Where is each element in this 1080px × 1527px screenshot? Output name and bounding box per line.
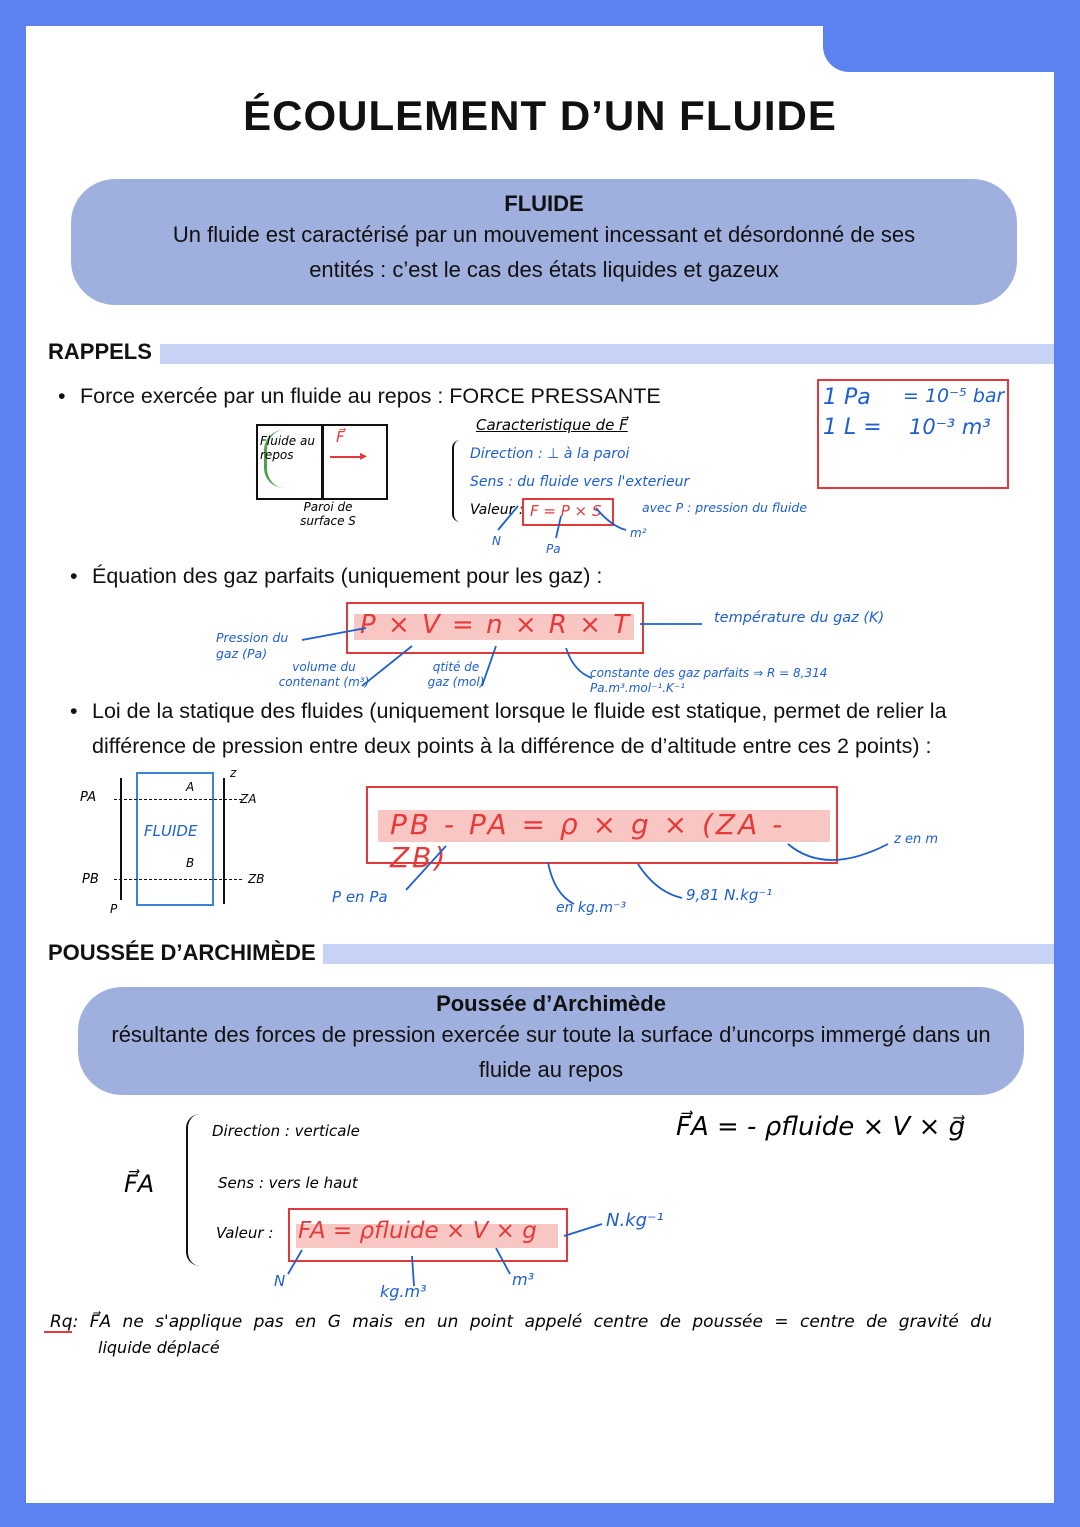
statics-b-label: B <box>186 856 195 870</box>
conv-l-left: 1 L = <box>823 415 882 440</box>
gas-temperature-label: température du gaz (K) <box>714 610 885 626</box>
conv-l-right: 10⁻³ m³ <box>909 415 991 439</box>
fluide-line2: entités : c’est le cas des états liquides et gazeux <box>309 257 779 282</box>
arrow-constante <box>566 648 592 678</box>
archimede-pill-heading: Poussée d’Archimède <box>436 991 666 1016</box>
wall-label: Paroi de surface S <box>300 500 356 528</box>
page-title: ÉCOULEMENT D’UN FLUIDE <box>243 92 837 139</box>
gas-constante-label: constante des gaz parfaits ⇒ R = 8,314 Pa.m³.mol⁻¹.K⁻¹ <box>590 666 828 695</box>
statics-z-unit: z en m <box>894 832 938 847</box>
force-arrow-head: ▸ <box>360 447 368 463</box>
arrow-n <box>498 506 518 530</box>
archimede-formula: FA = ρfluide × V × g <box>298 1218 537 1244</box>
fluide-heading: FLUIDE <box>504 191 584 216</box>
arrow-rho-unit <box>548 862 574 904</box>
arrow-nkg <box>564 1224 602 1236</box>
charac-sens: Sens : du fluide vers l'exterieur <box>470 474 690 490</box>
bullet-statique: • Loi de la statique des fluides (uniquement lorsque le fluide est statique, permet de relier la différence de pression entre deux points à la différence de d’altitude entre ces 2 points) : <box>92 694 947 764</box>
conv-pa-right: = 10⁻⁵ bar <box>903 385 1005 407</box>
archimede-unit-kgm3: kg.m³ <box>380 1282 427 1301</box>
pressure-force-formula: F = P × S <box>530 502 602 520</box>
charac-valeur-label: Valeur : <box>470 502 524 518</box>
rappels-heading: RAPPELS <box>48 339 152 364</box>
bullet-gaz-parfaits: • Équation des gaz parfaits (uniquement pour les gaz) : <box>70 564 603 588</box>
statics-z-label: z <box>230 766 237 780</box>
gas-volume-label: volume du contenant (m³) <box>278 660 370 689</box>
arrow-m2 <box>596 508 626 530</box>
bullet3-line2: différence de pression entre deux points à la différence de d’altitude entre ces 2 points) : <box>92 734 932 758</box>
statics-p-unit: P en Pa <box>332 888 388 906</box>
arrow-pression <box>302 628 366 640</box>
page <box>26 26 1054 1503</box>
charac-unit-pa: Pa <box>546 542 561 556</box>
arrow-p-unit <box>406 846 446 890</box>
arrow-m3 <box>496 1248 510 1274</box>
force-vector-label: F⃗ <box>336 428 345 446</box>
bullet3-line1: Loi de la statique des fluides (uniquement lorsque le fluide est statique, permet de relier la <box>92 699 947 723</box>
archimede-valeur-label: Valeur : <box>216 1224 274 1242</box>
bullet-force-pressante: • Force exercée par un fluide au repos : FORCE PRESSANTE <box>58 384 661 408</box>
charac-unit-n: N <box>492 534 501 548</box>
archimede-rq-line1: Rq: F⃗A ne s'applique pas en G mais en un point appelé centre de poussée = centre de gravité du <box>50 1312 992 1332</box>
charac-title: Caracteristique de F⃗ <box>476 416 628 434</box>
statics-rho-unit: en kg.m⁻³ <box>556 900 627 916</box>
statics-za-label: ZA <box>240 792 257 806</box>
arrow-volume <box>362 646 412 686</box>
archimede-unit-nkg: N.kg⁻¹ <box>606 1210 664 1231</box>
gas-quantite-label: qtité de gaz (mol) <box>427 660 485 689</box>
archimede-fa-label: F⃗A <box>124 1170 155 1198</box>
archimede-heading: POUSSÉE D’ARCHIMÈDE <box>48 940 316 965</box>
gas-pression-label: Pression du gaz (Pa) <box>216 630 289 661</box>
statics-p-label: P <box>110 902 118 916</box>
archimede-sens: Sens : vers le haut <box>218 1174 358 1192</box>
statics-pb-label: PB <box>82 872 99 887</box>
statics-formula: PB - PA = ρ × g × (ZA - ZB) <box>390 808 786 874</box>
arrow-quantite <box>482 646 496 686</box>
statics-zb-label: ZB <box>248 872 265 886</box>
statics-fluide-label: FLUIDE <box>144 822 198 840</box>
arrow-g-unit <box>638 864 682 898</box>
archimede-vector-formula: F⃗A = - ρfluide × V × g⃗ <box>676 1112 966 1142</box>
archimede-direction: Direction : verticale <box>212 1122 360 1140</box>
charac-direction: Direction : ⊥ à la paroi <box>470 446 630 462</box>
annotation-arrows <box>26 26 1054 1503</box>
bullet1-text: Force exercée par un fluide au repos : FORCE PRESSANTE <box>80 384 661 408</box>
conv-pa-left: 1 Pa <box>823 385 871 410</box>
statics-a-label: A <box>186 780 195 794</box>
arrow-pa <box>556 516 561 538</box>
statics-pa-label: PA <box>80 790 97 805</box>
archimede-rq-line2: liquide déplacé <box>98 1338 220 1357</box>
arrow-archimede-n <box>288 1250 302 1274</box>
fluid-rest-label: Fluide au repos <box>260 434 315 462</box>
arrow-kgm3 <box>412 1256 414 1286</box>
archimede-pill-line2: fluide au repos <box>478 1057 624 1082</box>
archimede-pill-line1: résultante des forces de pression exercée sur toute la surface d’uncorps immergé dans un <box>111 1022 991 1047</box>
bullet2-text: Équation des gaz parfaits (uniquement pour les gaz) : <box>92 564 603 588</box>
archimede-unit-n: N <box>274 1272 286 1290</box>
fluide-line1: Un fluide est caractérisé par un mouvement incessant et désordonné de ses <box>172 222 916 247</box>
gas-law-formula: P × V = n × R × T <box>360 610 632 640</box>
archimede-unit-m3: m³ <box>512 1270 534 1289</box>
charac-unit-m2: m² <box>630 526 647 540</box>
arrow-z-unit <box>788 844 888 860</box>
charac-avec: avec P : pression du fluide <box>642 500 808 515</box>
statics-g-unit: 9,81 N.kg⁻¹ <box>686 886 773 904</box>
